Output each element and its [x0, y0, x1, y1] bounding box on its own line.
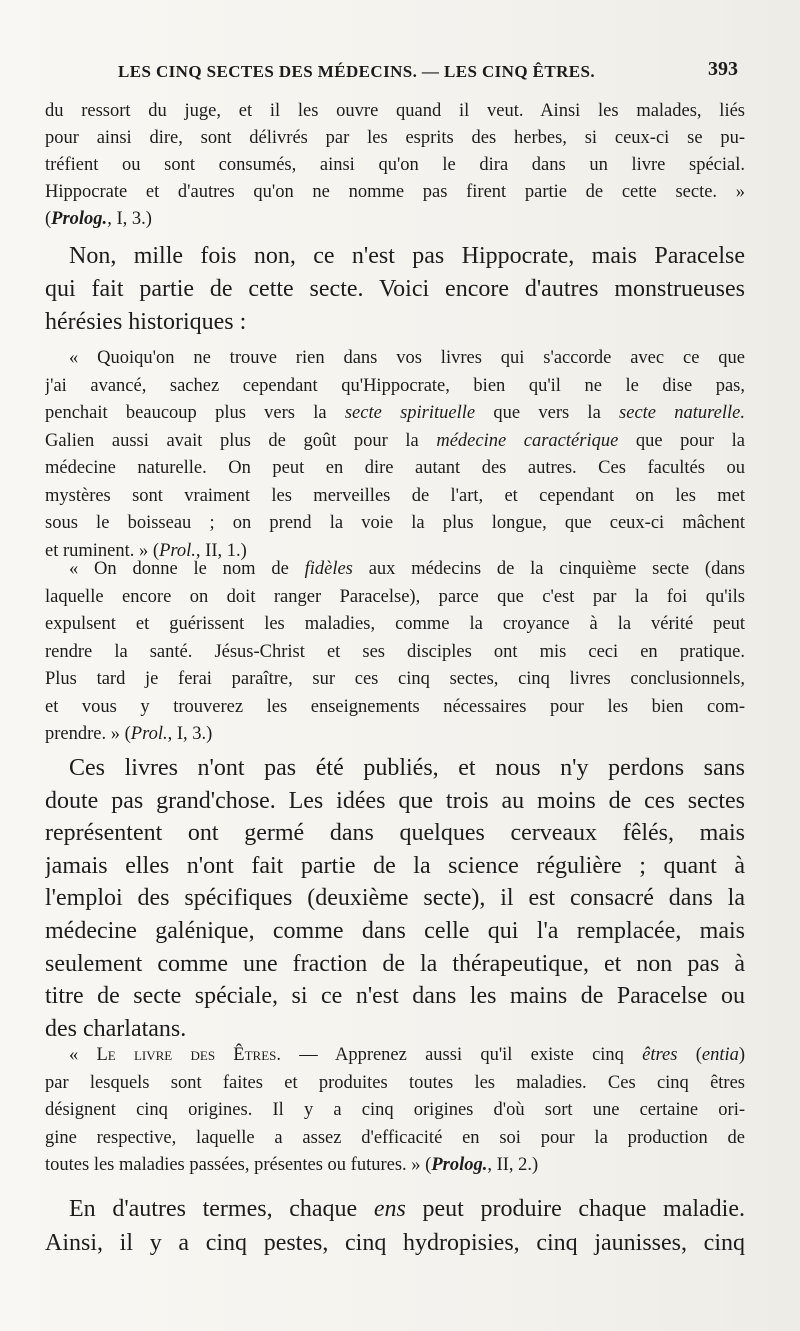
- text-line: En d'autres termes, chaque ens peut produire chaque maladie.: [69, 1196, 745, 1222]
- text-line: penchait beaucoup plus vers la secte spirituelle que vers la secte naturelle.: [45, 403, 745, 423]
- text-line: j'ai avancé, sachez cependant qu'Hippocrate, bien qu'il ne le dise pas,: [45, 375, 745, 396]
- citation-line: (Prolog., I, 3.): [45, 209, 152, 229]
- text-line: des charlatans.: [45, 1015, 187, 1042]
- text-line: mystères sont vraiment les merveilles de l'art, et cependant on les met: [45, 485, 745, 506]
- text-line: « Le livre des Êtres. — Apprenez aussi qu'il existe cinq êtres (entia): [69, 1045, 745, 1065]
- quote-paragraph-3: [45, 1042, 745, 1180]
- text-line: Non, mille fois non, ce n'est pas Hippocrate, mais Paracelse: [69, 243, 745, 269]
- citation-line: et ruminent. » (Prol., II, 1.): [45, 540, 247, 561]
- body-paragraph-3: [45, 1192, 745, 1260]
- text-line: « Quoiqu'on ne trouve rien dans vos livres qui s'accorde avec ce que: [69, 348, 745, 368]
- text-line: jamais elles n'ont fait partie de la science régulière ; quant à: [45, 852, 745, 879]
- text-line: Galien aussi avait plus de goût pour la médecine caractérique que pour la: [45, 430, 745, 451]
- text-line: l'emploi des spécifiques (deuxième secte), il est consacré dans la: [45, 885, 745, 912]
- text-line: Ces livres n'ont pas été publiés, et nous n'y perdons sans: [69, 755, 745, 781]
- text-line: qui fait partie de cette secte. Voici encore d'autres monstrueuses: [45, 276, 745, 302]
- text-line: par lesquels sont faites et produites toutes les maladies. Ces cinq êtres: [45, 1072, 745, 1093]
- text-line: et vous y trouverez les enseignements nécessaires pour les bien com-: [45, 696, 745, 717]
- citation-line: toutes les maladies passées, présentes ou futures. » (Prolog., II, 2.): [45, 1155, 539, 1175]
- text-line: Hippocrate et d'autres qu'on ne nomme pas firent partie de cette secte. »: [45, 182, 745, 202]
- body-paragraph-2: [45, 752, 745, 1045]
- text-line: laquelle encore on doit ranger Paracelse), parce que c'est par la foi qu'ils: [45, 586, 745, 607]
- text-line: hérésies historiques :: [45, 309, 247, 335]
- page-header: [118, 58, 738, 88]
- body-paragraph-1: [45, 240, 745, 339]
- text-line: doute pas grand'chose. Les idées que trois au moins de ces sectes: [45, 787, 745, 814]
- text-line: rendre la santé. Jésus-Christ et ses disciples ont mis ceci en pratique.: [45, 641, 745, 662]
- text-line: tréfient ou sont consumés, ainsi qu'on le dira dans un livre spécial.: [45, 155, 745, 175]
- text-line: Ainsi, il y a cinq pestes, cinq hydropisies, cinq jaunisses, cinq: [45, 1230, 745, 1256]
- quote-paragraph-2: [45, 556, 745, 749]
- quote-paragraph-1: [45, 345, 745, 565]
- text-line: médecine naturelle. On peut en dire autant des autres. Ces facultés ou: [45, 458, 745, 478]
- text-line: désignent cinq origines. Il y a cinq origines d'où sort une certaine ori-: [45, 1100, 745, 1120]
- text-line: médecine galénique, comme dans celle qui l'a remplacée, mais: [45, 917, 745, 944]
- text-line: gine respective, laquelle a assez d'efficacité en soi pour la production de: [45, 1127, 745, 1148]
- citation-line: prendre. » (Prol., I, 3.): [45, 724, 213, 744]
- running-title: LES CINQ SECTES DES MÉDECINS. — LES CINQ ÊTRES.: [118, 62, 595, 81]
- text-line: sous le boisseau ; on prend la voie la plus longue, que ceux-ci mâchent: [45, 513, 745, 533]
- text-line: Plus tard je ferai paraître, sur ces cinq sectes, cinq livres conclusionnels,: [45, 669, 745, 689]
- citation-title: Prolog.: [51, 209, 108, 229]
- text-line: représentent ont germé dans quelques cerveaux fêlés, mais: [45, 820, 745, 847]
- quote-continuation: [45, 98, 745, 233]
- text-line: seulement comme une fraction de la thérapeutique, et non pas à: [45, 950, 745, 977]
- section-heading: Le livre des Êtres.: [96, 1045, 281, 1065]
- text-line: « On donne le nom de fidèles aux médecins de la cinquième secte (dans: [69, 559, 745, 579]
- page-number: 393: [708, 58, 738, 80]
- text-line: expulsent et guérissent les maladies, comme la croyance à la vérité peut: [45, 614, 745, 634]
- text-line: titre de secte spéciale, si ce n'est dans les mains de Paracelse ou: [45, 983, 745, 1010]
- text-line: du ressort du juge, et il les ouvre quand il veut. Ainsi les malades, liés: [45, 101, 745, 121]
- text-line: pour ainsi dire, sont délivrés par les esprits des herbes, si ceux-ci se pu-: [45, 128, 745, 148]
